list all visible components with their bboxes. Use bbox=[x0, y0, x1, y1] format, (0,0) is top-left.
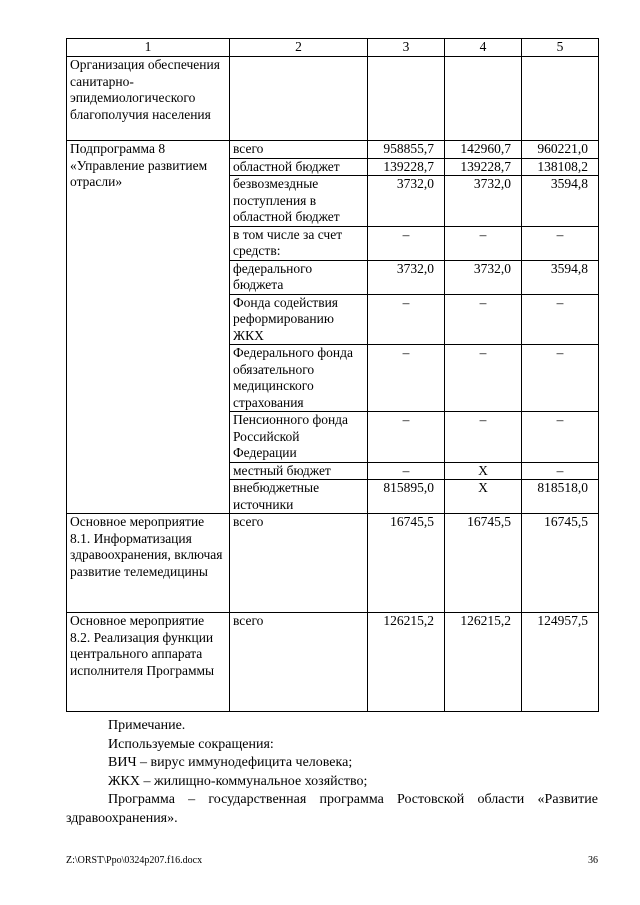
value-cell: – bbox=[522, 412, 599, 463]
note-line: Примечание. bbox=[108, 718, 186, 733]
value-cell: – bbox=[368, 412, 445, 463]
page-number: 36 bbox=[588, 855, 598, 866]
value-cell: 960221,0 bbox=[522, 141, 599, 159]
value-cell: – bbox=[522, 462, 599, 480]
activity-name: Основное мероприятие 8.1. Информатизация здравоохранения, включая развитие телемедицины bbox=[67, 514, 230, 613]
file-path: Z:\ORST\Ppo\0324p207.f16.docx bbox=[66, 855, 203, 866]
notes-section bbox=[66, 717, 598, 828]
funding-source: федерального бюджета bbox=[230, 260, 368, 294]
funding-source: местный бюджет bbox=[230, 462, 368, 480]
value-cell: 138108,2 bbox=[522, 158, 599, 176]
value-cell: 16745,5 bbox=[445, 514, 522, 613]
value-cell: 3732,0 bbox=[445, 176, 522, 227]
value-cell: Х bbox=[445, 480, 522, 514]
funding-source: внебюджетные источники bbox=[230, 480, 368, 514]
value-cell: 3732,0 bbox=[445, 260, 522, 294]
value-cell: – bbox=[522, 345, 599, 412]
value-cell: 3732,0 bbox=[368, 176, 445, 227]
value-cell: 126215,2 bbox=[445, 613, 522, 712]
value-cell: – bbox=[368, 462, 445, 480]
value-cell: 126215,2 bbox=[368, 613, 445, 712]
table-row bbox=[67, 514, 599, 613]
value-cell: 142960,7 bbox=[445, 141, 522, 159]
budget-table bbox=[66, 38, 599, 712]
note-line: ВИЧ – вирус иммунодефицита человека; bbox=[108, 755, 353, 770]
header-cell: 2 bbox=[230, 39, 368, 57]
value-cell: 16745,5 bbox=[368, 514, 445, 613]
value-cell: – bbox=[368, 345, 445, 412]
value-cell: – bbox=[522, 226, 599, 260]
value-cell: 16745,5 bbox=[522, 514, 599, 613]
header-row bbox=[67, 39, 599, 57]
value-cell: 139228,7 bbox=[368, 158, 445, 176]
table-row bbox=[67, 141, 599, 159]
value-cell: 3732,0 bbox=[368, 260, 445, 294]
subprogram-name: Подпрограмма 8 «Управление развитием отрасли» bbox=[67, 141, 230, 514]
note-line: ЖКХ – жилищно-коммунальное хозяйство; bbox=[108, 773, 368, 789]
funding-source: всего bbox=[230, 141, 368, 159]
table-row bbox=[67, 57, 599, 141]
program-name: Организация обеспечения санитарно-эпидемиологического благополучия населения bbox=[67, 57, 230, 141]
header-cell: 5 bbox=[522, 39, 599, 57]
funding-source: безвозмездные поступления в областной бюджет bbox=[230, 176, 368, 227]
activity-name: Основное мероприятие 8.2. Реализация функции центрального аппарата исполнителя Программы bbox=[67, 613, 230, 712]
note-line: Программа – государственная программа Ростовской области «Развитие bbox=[108, 792, 598, 807]
value-cell: 815895,0 bbox=[368, 480, 445, 514]
value-cell: – bbox=[368, 226, 445, 260]
funding-source: всего bbox=[230, 514, 368, 613]
value-cell: 958855,7 bbox=[368, 141, 445, 159]
funding-source: всего bbox=[230, 613, 368, 712]
funding-source: Федерального фонда обязательного медицинского страхования bbox=[230, 345, 368, 412]
value-cell: – bbox=[445, 226, 522, 260]
funding-source: в том числе за счет средств: bbox=[230, 226, 368, 260]
note-line: Используемые сокращения: bbox=[108, 736, 274, 752]
value-cell: 139228,7 bbox=[445, 158, 522, 176]
value-cell: – bbox=[368, 294, 445, 345]
value-cell: 3594,8 bbox=[522, 260, 599, 294]
value-cell: – bbox=[445, 294, 522, 345]
value-cell: Х bbox=[445, 462, 522, 480]
header-cell: 3 bbox=[368, 39, 445, 57]
value-cell: 124957,5 bbox=[522, 613, 599, 712]
table-row bbox=[67, 613, 599, 712]
value-cell: 3594,8 bbox=[522, 176, 599, 227]
value-cell: – bbox=[445, 345, 522, 412]
header-cell: 4 bbox=[445, 39, 522, 57]
note-line: здравоохранения». bbox=[66, 810, 178, 826]
value-cell: 818518,0 bbox=[522, 480, 599, 514]
value-cell: – bbox=[445, 412, 522, 463]
funding-source: Пенсионного фонда Российской Федерации bbox=[230, 412, 368, 463]
funding-source: областной бюджет bbox=[230, 158, 368, 176]
value-cell: – bbox=[522, 294, 599, 345]
funding-source: Фонда содействия реформированию ЖКХ bbox=[230, 294, 368, 345]
header-cell: 1 bbox=[67, 39, 230, 57]
